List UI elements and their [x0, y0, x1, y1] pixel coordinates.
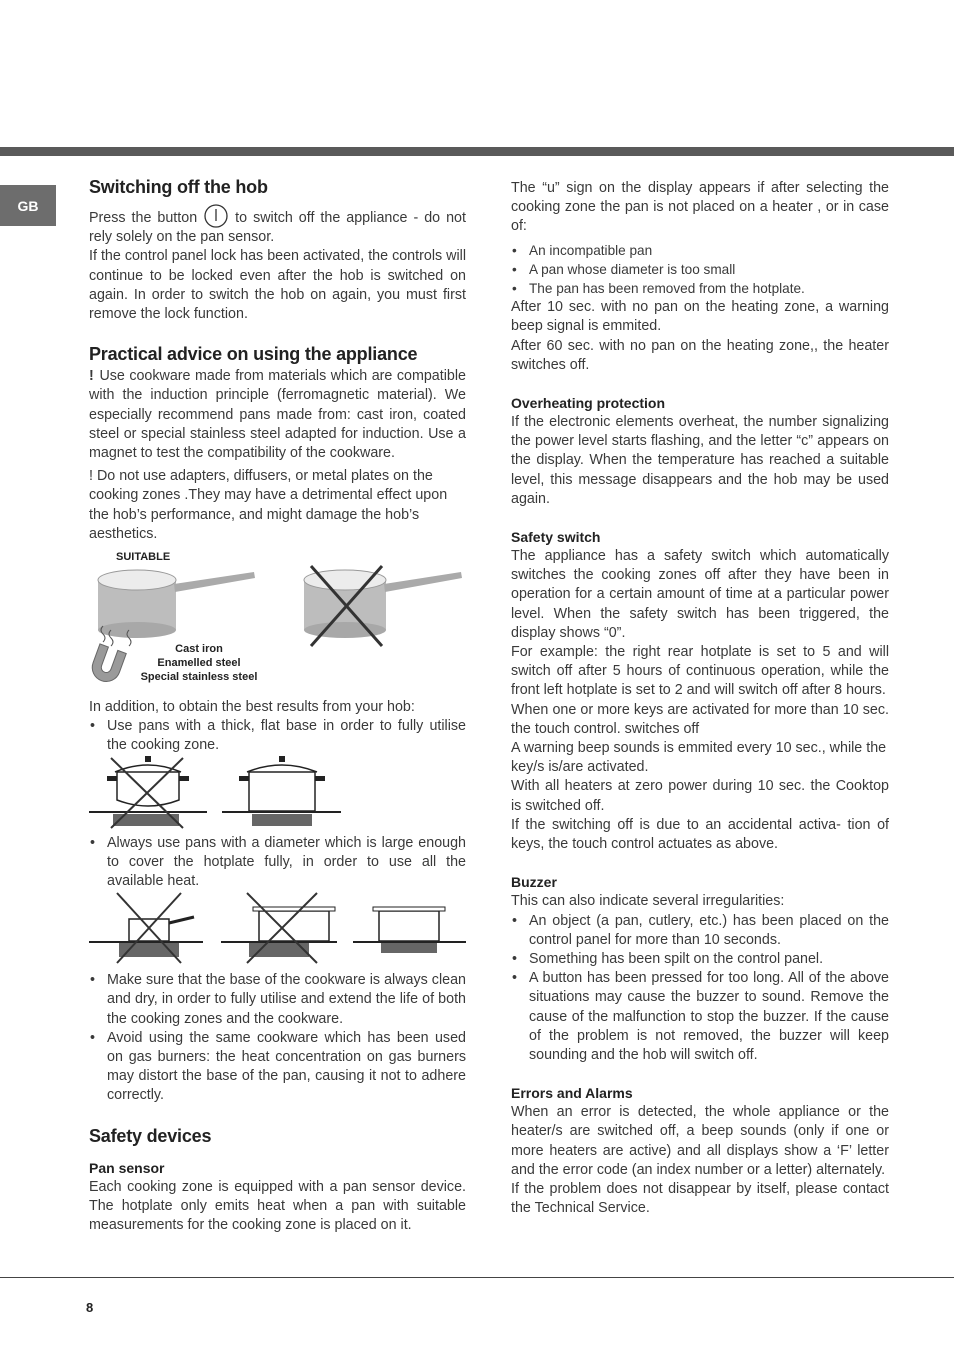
- u-sign-item: • The pan has been removed from the hotplate.: [529, 279, 889, 298]
- overheating-title: Overheating protection: [511, 395, 666, 412]
- practical-p1-text: Use cookware made from materials which are compatible with the induction principle (ferromagnetic material). We especially recommend pans made from: cast iron, coated steel or special stainless steel adapted for induction. Use a magnet to test the compatibility of the cookware.: [89, 368, 466, 462]
- errors-p1: When an error is detected, the whole appliance or the heater/s are switched off, a beep sounds (only if one or more heaters are active) and all displays show a ‘F’ letter and the error code (an index number or a letter) alternately.: [511, 1104, 889, 1178]
- u-sign-item: • A pan whose diameter is too small: [529, 260, 889, 279]
- practical-p1: [89, 367, 466, 463]
- errors-p2: If the problem does not disappear by itself, please contact the Technical Service.: [511, 1180, 889, 1217]
- advice-item-clean-base: • Make sure that the base of the cookware is always clean and dry, in order to fully utilise and extend the life of both the cooking zones and the cookware.: [107, 971, 466, 1029]
- diameter-figure: [89, 891, 466, 971]
- buzzer-title: Buzzer: [511, 874, 557, 891]
- advice-item-gas-burners: • Avoid using the same cookware which has been used on gas burners: the heat concentration on gas burners may distort the base of the pan, causing it not to adhere correctly.: [107, 1029, 466, 1106]
- language-tab-label: GB: [17, 197, 39, 214]
- materials-list: [119, 642, 279, 684]
- material-enamelled-steel: Enamelled steel: [157, 657, 241, 670]
- practical-advice-title: Practical advice on using the appliance: [89, 344, 418, 365]
- safety-switch-p1: The appliance has a safety switch which automatically switches the cooking zones off after they have been in operation for a certain amount of time at a particular power level. When the safety switch has been triggered, the display shows “0”.: [511, 548, 889, 641]
- overheating-text: If the electronic elements overheat, the number signalizing the power level starts flashing, and the letter “c” appears on the display. When the temperature has reached a suitable level, this message disappears and the hob may be used again.: [511, 414, 889, 507]
- language-tab: [0, 185, 56, 226]
- buzzer-item: • A button has been pressed for too long. All of the above situations may cause the buzzer to sound. Remove the cause of the malfunction to stop the buzzer. If the cause of the problem is not removed, the buzzer will keep sounding and the hob will switch off.: [529, 969, 889, 1065]
- right-column: [511, 179, 889, 1218]
- u-sign-item: • An incompatible pan: [529, 241, 889, 260]
- advice-list-3: [89, 971, 466, 1105]
- safety-devices-title: Safety devices: [89, 1125, 212, 1146]
- safety-switch-p3: When one or more keys are activated for more than 10 sec. the touch control. switches off: [511, 701, 889, 737]
- left-column: [89, 176, 466, 1235]
- advice-list-2: [89, 834, 466, 892]
- switching-off-p2: If the control panel lock has been activated, the controls will continue to be locked even after the hob is switched on again. In order to switch the hob on again, you must first remove the lock function.: [89, 248, 466, 323]
- suitable-label: SUITABLE: [116, 551, 171, 564]
- material-stainless-steel: Special stainless steel: [140, 671, 258, 684]
- page-number: 8: [86, 1300, 94, 1315]
- safety-switch-p6: If the switching off is due to an accidental activa- tion of keys, the touch control actuates as above.: [511, 816, 889, 853]
- switching-off-title: Switching off the hob: [89, 177, 268, 197]
- pan-sensor-title: Pan sensor: [89, 1159, 165, 1176]
- after-10-text: After 10 sec. with no pan on the heating zone, a warning beep signal is emmited.: [511, 299, 889, 335]
- after-60-text: After 60 sec. with no pan on the heating zone,, the heater switches off.: [511, 337, 889, 373]
- advice-list-1: [89, 717, 466, 755]
- buzzer-item: • An object (a pan, cutlery, etc.) has been placed on the control panel for more than 10 seconds.: [529, 912, 889, 950]
- switching-off-p1-end: to switch off the appliance - do not rely solely on the pan sensor.: [89, 210, 466, 246]
- flat-base-illustration: [89, 756, 466, 834]
- advice-item-diameter: • Always use pans with a diameter which is large enough to cover the hotplate fully, in order to use all the available heat.: [107, 834, 466, 892]
- advice-intro: In addition, to obtain the best results from your hob:: [89, 699, 415, 716]
- switching-off-p1: [89, 204, 466, 247]
- safety-switch-title: Safety switch: [511, 529, 601, 546]
- diameter-illustration: [89, 891, 466, 971]
- pan-sensor-text: Each cooking zone is equipped with a pan sensor device. The hotplate only emits heat when a pan with suitable measurements for the cooking zone is placed on it.: [89, 1178, 466, 1234]
- u-sign-list: [511, 241, 889, 299]
- practical-p2: ! Do not use adapters, diffusers, or metal plates on the cooking zones .They may have a detrimental effect upon the hob’s performance, and might damage the hob’s aesthetics.: [89, 468, 448, 542]
- warning-mark: !: [89, 368, 95, 385]
- header-bar: [0, 147, 954, 156]
- u-sign-text: The “u” sign on the display appears if after selecting the cooking zone the pan is not placed on a heater , or in case of:: [511, 180, 889, 235]
- switching-off-p1-start: Press the button: [89, 210, 198, 226]
- safety-switch-p2: For example: the right rear hotplate is set to 5 and will switch off after 5 hours of continuous operation, while the front left hotplate is set to 2 and will switch off after 8 hours.: [511, 644, 889, 699]
- buzzer-intro: This can also indicate several irregularities:: [511, 893, 785, 910]
- safety-switch-p5: With all heaters at zero power during 10 sec. the Cooktop is switched off.: [511, 778, 889, 814]
- advice-item-thick-base: • Use pans with a thick, flat base in order to fully utilise the cooking zone.: [107, 717, 466, 755]
- buzzer-item: • Something has been spilt on the control panel.: [529, 950, 889, 969]
- cookware-figure: [89, 550, 466, 698]
- errors-title: Errors and Alarms: [511, 1085, 633, 1102]
- safety-switch-p4: A warning beep sounds is emmited every 10 sec., while the key/s is/are activated.: [511, 740, 887, 776]
- power-button-icon: [204, 204, 228, 228]
- base-figure: [89, 756, 466, 834]
- buzzer-list: [511, 912, 889, 1066]
- material-cast-iron: Cast iron: [175, 643, 223, 656]
- footer-rule: [0, 1277, 954, 1278]
